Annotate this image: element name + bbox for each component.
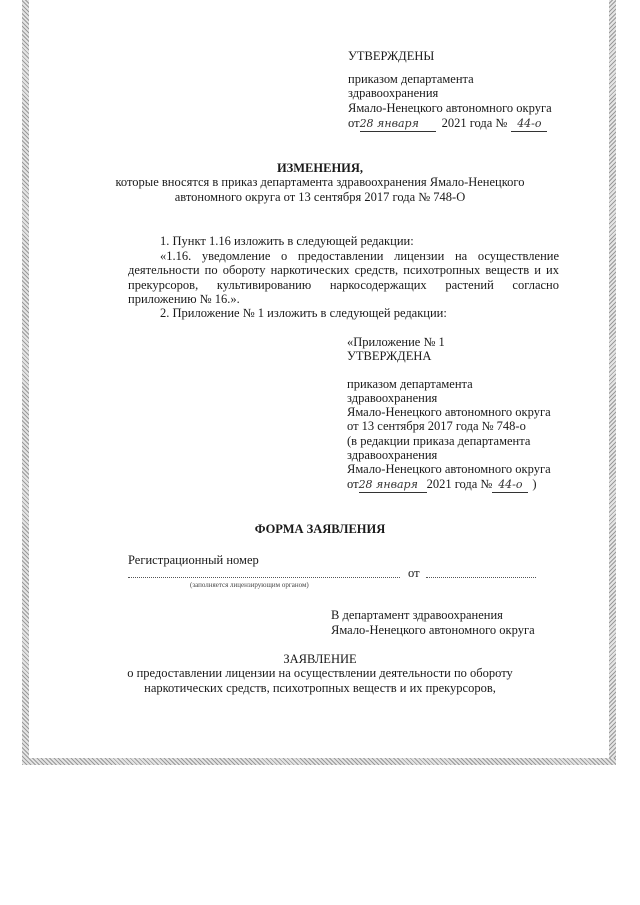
registration-number-line: [128, 577, 400, 578]
registration-caption: (заполняется лицензирующим органом): [190, 581, 309, 589]
appendix-approved: УТВЕРЖДЕНА: [347, 349, 432, 363]
appendix-line7: (в редакции приказа департамента: [347, 434, 531, 448]
appendix-line6: от 13 сентября 2017 года № 748-о: [347, 419, 526, 433]
appendix-date-line: [347, 477, 537, 493]
body-item-1: 1. Пункт 1.16 изложить в следующей редакции:: [160, 234, 414, 248]
approval-number-handwritten: 44-о: [511, 117, 547, 132]
approval-date-handwritten: 28 января: [360, 117, 436, 132]
appendix-line8: здравоохранения: [347, 448, 438, 462]
approval-line3: Ямало-Ненецкого автономного округа: [348, 101, 552, 115]
appendix-date-handwritten: 28 января: [359, 478, 427, 493]
statement-title: ЗАЯВЛЕНИЕ: [283, 652, 357, 666]
changes-subtitle-1: которые вносятся в приказ департамента здравоохранения Ямало-Ненецкого: [115, 175, 525, 189]
appendix-line3: приказом департамента: [347, 377, 473, 391]
registration-date-label: от: [408, 566, 420, 580]
scan-border-bottom: [22, 758, 616, 765]
changes-heading: ИЗМЕНЕНИЯ,: [276, 161, 364, 175]
appendix-line4: здравоохранения: [347, 391, 438, 405]
body-item-2: 2. Приложение № 1 изложить в следующей редакции:: [160, 306, 447, 320]
appendix-date-prefix: от: [347, 477, 359, 491]
appendix-line5: Ямало-Ненецкого автономного округа: [347, 405, 551, 419]
body-quote-line-3: прекурсоров, культивированию наркосодержащих растений согласно: [128, 278, 559, 292]
registration-number-label: Регистрационный номер: [128, 553, 259, 567]
body-quote-line-2: деятельности по обороту наркотических средств, психотропных веществ и их: [128, 263, 559, 277]
appendix-date-mid: 2021 года №: [426, 477, 493, 491]
changes-subtitle-2: автономного округа от 13 сентября 2017 года № 748-О: [174, 190, 466, 204]
approval-title: УТВЕРЖДЕНЫ: [348, 49, 435, 63]
form-title: ФОРМА ЗАЯВЛЕНИЯ: [254, 522, 386, 536]
approval-date-mid: 2021 года №: [441, 116, 508, 130]
body-quote-line-1: «1.16. уведомление о предоставлении лицензии на осуществление: [160, 249, 559, 263]
scan-border-left: [22, 0, 29, 765]
appendix-label: «Приложение № 1: [347, 335, 445, 349]
appendix-number-handwritten: 44-о: [492, 478, 528, 493]
approval-line1: приказом департамента: [348, 72, 474, 86]
approval-date-line: [348, 116, 547, 132]
appendix-line9: Ямало-Ненецкого автономного округа: [347, 462, 551, 476]
statement-line-1: о предоставлении лицензии на осуществлении деятельности по обороту: [127, 666, 513, 680]
recipient-line-1: В департамент здравоохранения: [331, 608, 503, 622]
registration-date-line: [426, 577, 536, 578]
scan-border-right: [609, 0, 616, 765]
body-quote-line-4: приложению № 16.».: [128, 292, 240, 306]
appendix-close-paren: ): [532, 477, 537, 491]
statement-line-2: наркотических средств, психотропных веществ и их прекурсоров,: [144, 681, 496, 695]
recipient-line-2: Ямало-Ненецкого автономного округа: [331, 623, 535, 637]
approval-date-prefix: от: [348, 116, 360, 130]
approval-line2: здравоохранения: [348, 86, 439, 100]
